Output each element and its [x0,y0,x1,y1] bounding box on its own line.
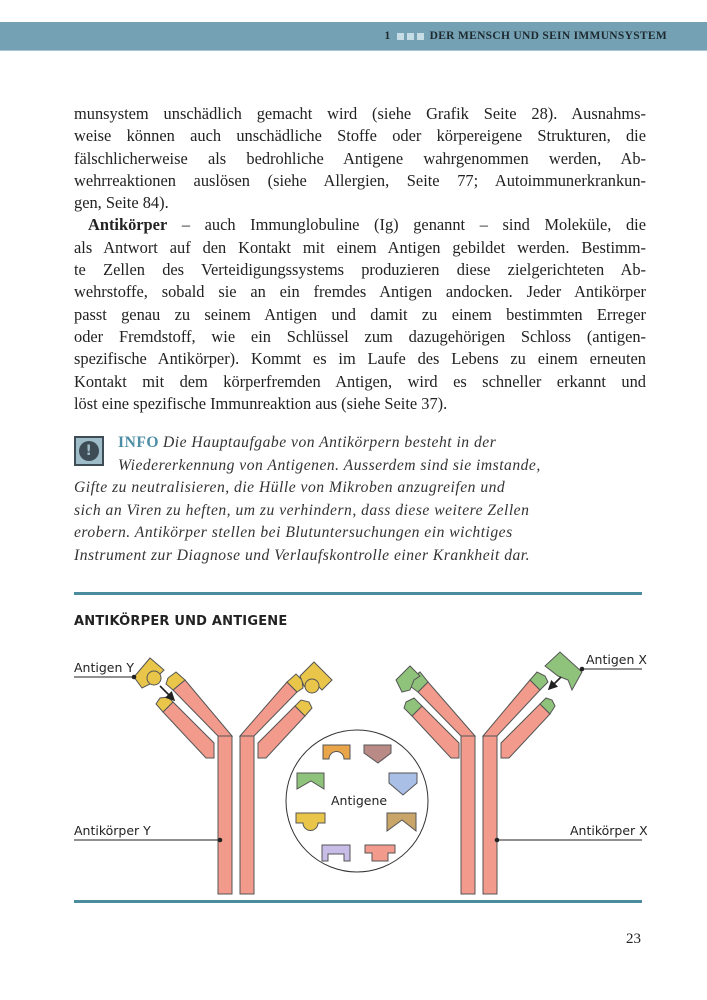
label-antikoerper-y: Antikörper Y [74,823,151,838]
antibody-x [412,680,550,894]
text-line: löst eine spezifische Immunreaktion aus (siehe Seite 37). [74,393,448,413]
text-line: Kontakt mit dem körperfremden Antigen, wird es schneller erkannt und [74,371,646,391]
antigen-y-free [134,658,164,688]
text-line: als Antwort auf den Kontakt mit einem Antigen gebildet werden. Bestimm- [74,237,646,257]
text-line: weise können auch unschädliche Stoffe oder körpereigene Strukturen, die [74,126,646,146]
info-line: Instrument zur Diagnose und Verlaufskontrolle einer Krankheit dar. [74,546,531,564]
header-square-icon [417,33,424,40]
paragraph-1 [74,103,646,214]
text-line [74,214,646,236]
text-line: spezifische Antikörper). Kommt es im Laufe des Lebens zu einem erneuten [74,349,646,369]
figure-top-rule [74,592,642,595]
antibody-y [163,680,305,894]
running-header [0,22,707,51]
paragraph-2 [74,214,646,415]
antigen-y-bound [300,662,332,693]
label-antigen-x: Antigen X [586,652,647,667]
info-box [74,432,634,567]
arrow-icon [549,677,561,689]
body-text [74,103,646,415]
antigen-x-free [545,652,582,690]
text-line: munsystem unschädlich gemacht wird (siehe Grafik Seite 28). Ausnahms- [74,104,646,123]
term-antikoerper: Antikörper [88,215,168,235]
header-square-icon [407,33,414,40]
info-line: erobern. Antikörper stellen bei Blutuntersuchungen ein wichtiges [74,524,513,541]
text-line: gen, Seite 84). [74,193,169,213]
figure-bottom-rule [74,900,642,903]
text-line: oder Fremdstoff, wie ein Schlüssel zum dazugehörigen Schloss (antigen- [74,326,646,346]
text-line: fälschlicherweise als bedrohliche Antigene wahrgenommen werden, Ab- [74,148,646,168]
text-line: wehrreaktionen auslösen (siehe Allergien, Seite 77; Autoimmunerkrankun- [74,170,646,190]
label-antigen-y: Antigen Y [74,660,135,675]
text-line: wehrstoffe, sobald sie an ein fremdes Antigen andocken. Jeder Antikörper [74,282,646,302]
info-text: Die Hauptaufgabe von Antikörpern besteht in der [162,434,497,451]
info-line: Gifte zu neutralisieren, die Hülle von Mikroben anzugreifen und [74,479,506,496]
running-header-text [385,30,667,42]
page-number: 23 [626,931,641,947]
chapter-title: DER MENSCH UND SEIN IMMUNSYSTEM [429,30,667,42]
label-antikoerper-x: Antikörper X [570,823,648,838]
antibody-diagram [0,640,707,900]
info-line [74,432,634,455]
info-line: Wiedererkennung von Antigenen. Ausserdem sind sie imstande, [118,456,541,474]
antibody-figure [0,640,707,900]
text-line: te Zellen des Verteidigungssystems produzieren diese zielgerichteten Ab- [74,260,646,280]
figure-title: ANTIKÖRPER UND ANTIGENE [74,614,288,629]
chapter-number: 1 [384,30,391,42]
text-line: passt genau zu seinem Antigen und damit zu einem bestimmten Erreger [74,304,646,324]
header-square-icon [397,33,404,40]
info-line: sich an Viren zu heften, um zu verhindern, dass diese weitere Zellen [74,501,530,519]
exclamation-icon: ! [74,436,104,466]
label-antigene: Antigene [331,793,388,808]
text-fragment: – auch Immunglobuline (Ig) genannt – sind Moleküle, die [167,215,646,235]
info-label: INFO [118,434,159,451]
